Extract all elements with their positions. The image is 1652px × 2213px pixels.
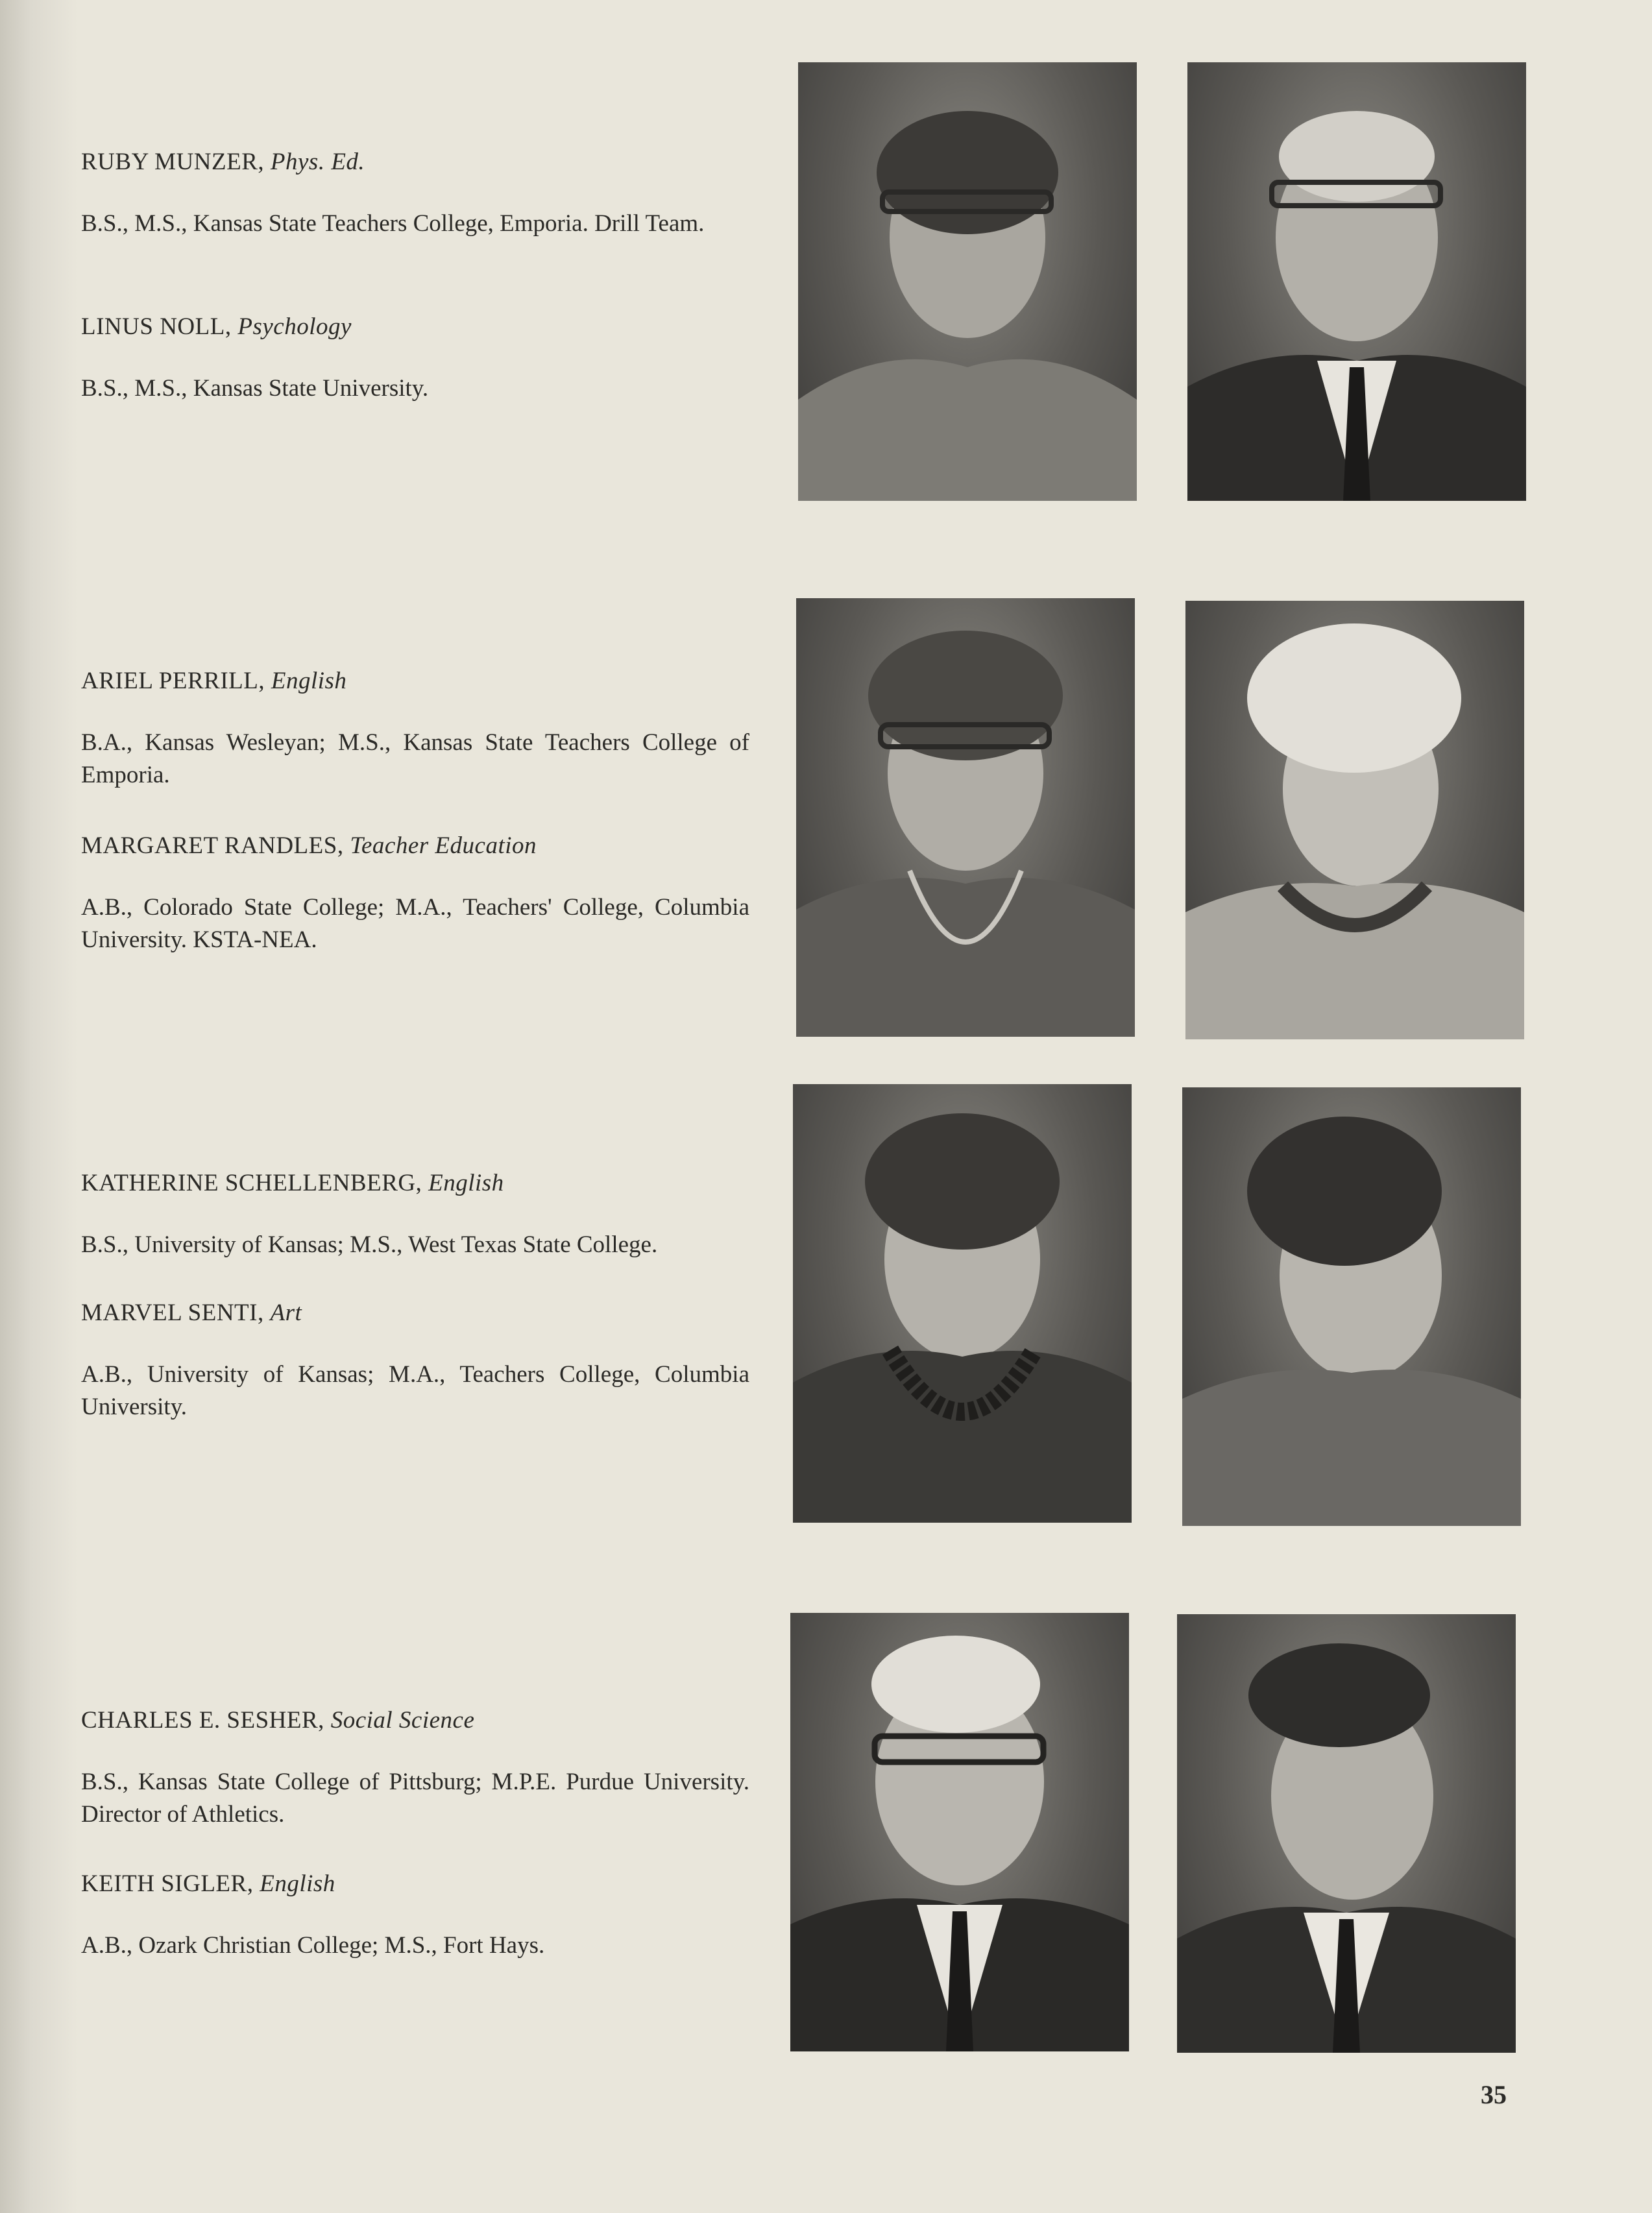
faculty-credentials: B.S., M.S., Kansas State Teachers College, Emporia. Drill Team.	[81, 210, 705, 237]
faculty-credentials: B.S., M.S., Kansas State University.	[81, 375, 429, 402]
portrait-photo-randles	[1185, 601, 1524, 1039]
faculty-name: MARVEL SENTI, Art	[81, 1300, 302, 1326]
portrait-photo-senti	[1182, 1087, 1521, 1526]
portrait-photo-sigler	[1177, 1614, 1516, 2053]
faculty-entry-sesher	[81, 1706, 749, 1831]
faculty-entry-senti	[81, 1299, 749, 1423]
faculty-credentials: B.S., University of Kansas; M.S., West Texas State College.	[81, 1231, 658, 1258]
faculty-credentials: B.A., Kansas Wesleyan; M.S., Kansas State Teachers College of Emporia.	[81, 729, 749, 788]
faculty-name: RUBY MUNZER, Phys. Ed.	[81, 149, 365, 175]
faculty-credentials: B.S., Kansas State College of Pittsburg; M.P.E. Purdue University. Director of Athletics.	[81, 1769, 749, 1828]
faculty-credentials: A.B., Colorado State College; M.A., Teachers' College, Columbia University. KSTA-NEA.	[81, 894, 749, 953]
faculty-entry-perrill	[81, 667, 749, 792]
faculty-name: CHARLES E. SESHER, Social Science	[81, 1707, 475, 1734]
faculty-entry-schellenberg	[81, 1169, 749, 1261]
faculty-name: KATHERINE SCHELLENBERG, English	[81, 1170, 504, 1196]
faculty-entry-randles	[81, 832, 749, 956]
faculty-name: LINUS NOLL, Psychology	[81, 313, 352, 340]
portrait-photo-sesher	[790, 1613, 1129, 2051]
portrait-photo-noll	[1187, 62, 1526, 501]
faculty-credentials: A.B., Ozark Christian College; M.S., Fort Hays.	[81, 1932, 545, 1959]
faculty-name: MARGARET RANDLES, Teacher Education	[81, 832, 537, 859]
faculty-entry-noll	[81, 313, 749, 405]
book-spine-shadow	[0, 0, 78, 2213]
faculty-entry-sigler	[81, 1870, 749, 1962]
faculty-name: KEITH SIGLER, English	[81, 1870, 335, 1897]
faculty-entry-munzer	[81, 148, 749, 240]
page-number: 35	[1481, 2080, 1507, 2109]
faculty-credentials: A.B., University of Kansas; M.A., Teachers College, Columbia University.	[81, 1361, 749, 1420]
portrait-photo-perrill	[796, 598, 1135, 1037]
faculty-name: ARIEL PERRILL, English	[81, 668, 347, 694]
portrait-photo-munzer	[798, 62, 1137, 501]
portrait-photo-schellenberg	[793, 1084, 1132, 1523]
